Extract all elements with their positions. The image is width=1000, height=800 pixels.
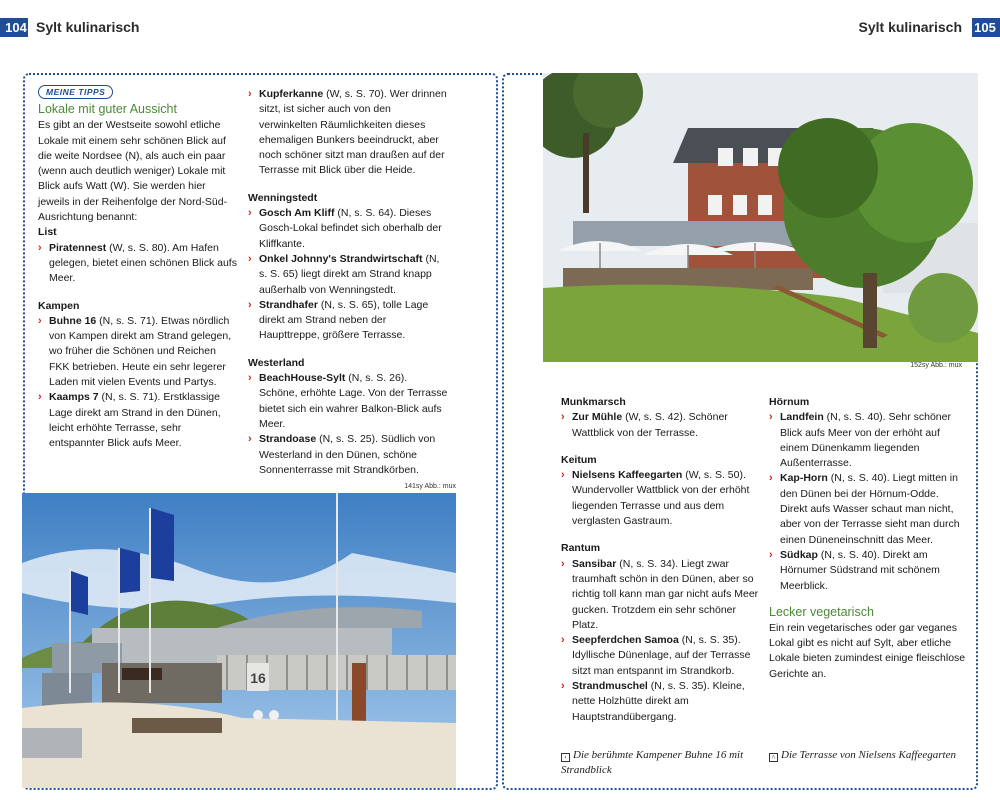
- venue-description: (W, s. S. 80). Am Hafen gelegen, bietet einen schönen Blick aufs Meer.: [49, 241, 237, 285]
- tip-entry: [561, 557, 761, 633]
- caption-left-photo: ‹ Die berühmte Kampener Buhne 16 mit Strandblick: [561, 749, 744, 776]
- venue-name: Strandhafer: [259, 298, 318, 311]
- venue-description: (N, s. S. 40). Sehr schöner Blick aufs Meer von der erhöht auf einem Dünenkamm liegenden Außenterrasse.: [780, 411, 951, 470]
- venue-name: Piratennest: [49, 241, 107, 254]
- arrow-up-icon: ˄: [769, 753, 778, 762]
- tip-entry: [248, 432, 448, 478]
- photo-nielsens-kaffeegarten: [543, 73, 978, 362]
- tip-entry: [38, 390, 238, 451]
- chevron-right-icon: ›: [769, 548, 773, 561]
- venue-name: Sansibar: [572, 557, 617, 570]
- venue-description: (N, s. S. 65), tolle Lage direkt am Strand neben der Haupttreppe, größere Terrasse.: [259, 298, 429, 342]
- tip-entry: [38, 314, 238, 390]
- left-column-1: [38, 85, 238, 452]
- running-title-left: Sylt kulinarisch: [36, 19, 140, 35]
- venue-description: (N, s. S. 71). Erstklassige Lage direkt am Strand in den Dünen, leicht erhöhte Terrasse, sehr entspannter Blick aufs Meer.: [49, 391, 221, 450]
- chevron-right-icon: ›: [769, 411, 773, 424]
- meine-tipps-badge: MEINE TIPPS: [38, 85, 113, 99]
- section-heading: Westerland: [248, 356, 305, 369]
- venue-name: Buhne 16: [49, 314, 97, 327]
- box-heading: Lokale mit guter Aussicht: [38, 102, 177, 117]
- venue-description: (N, s. S. 71). Etwas nördlich von Kampen direkt am Strand gelegen, wo früher die Schönen und Reichen FKK betrieben. Heute ein sehr legerer Laden mit vielen Events und Partys.: [49, 314, 232, 389]
- venue-name: Zur Mühle: [572, 411, 623, 424]
- venue-description: (W, s. S. 70). Wer drinnen sitzt, ist sicher auch von den verwinkelten Räumlichkeiten dieses ehemaligen Bunkers beeindruckt, aber noch schöner sitzt man draußen auf der Terrasse mit Blick über die Heide.: [259, 88, 447, 177]
- tip-entry: [561, 633, 761, 679]
- right-column-1: [561, 395, 761, 725]
- left-column-2: [248, 87, 448, 478]
- sign-number: 16: [250, 670, 266, 686]
- photo-buhne-16: [22, 493, 456, 788]
- venue-name: Seepferdchen Samoa: [572, 634, 679, 647]
- venue-name: Kap-Horn: [780, 472, 828, 485]
- chevron-right-icon: ›: [561, 469, 565, 482]
- venue-name: Nielsens Kaffeegarten: [572, 469, 683, 482]
- section-heading: Kampen: [38, 299, 80, 312]
- chevron-right-icon: ›: [38, 314, 42, 327]
- chevron-right-icon: ›: [769, 472, 773, 485]
- venue-description: (N, s. S. 25). Südlich von Westerland in den Dünen, schöne Sonnenterrasse mit Strandkörben.: [259, 433, 436, 476]
- tip-entry: [561, 410, 761, 441]
- section-heading: Rantum: [561, 542, 601, 555]
- right-column-2: [769, 395, 967, 682]
- tip-entry: [248, 206, 448, 252]
- venue-name: Onkel Johnny's Strandwirtschaft: [259, 252, 423, 265]
- venue-name: BeachHouse-Sylt: [259, 372, 346, 385]
- tip-entry: [248, 371, 448, 432]
- venue-description: (N, s. S. 64). Dieses Gosch-Lokal befindet sich oberhalb der Kliffkante.: [259, 207, 442, 250]
- venue-name: Strandmuschel: [572, 680, 648, 693]
- section-heading: Keitum: [561, 453, 597, 466]
- sections: [769, 395, 967, 594]
- intro-text: Es gibt an der Westseite sowohl etliche Lokale mit einem sehr schönen Blick auf die weite Nordsee (N), als auch ein paar (wenn auch deutlich weniger) Lokale mit Blick aufs Watt (W). Sie werden hier jeweils in der Reihenfolge der Nord-Süd-Ausrichtung benannt:: [38, 119, 228, 224]
- venue-name: Südkap: [780, 548, 818, 561]
- venue-name: Gosch Am Kliff: [259, 207, 335, 220]
- tip-entry: [561, 679, 761, 725]
- caption-top-photo: ˄ Die Terrasse von Nielsens Kaffeegarten: [769, 748, 969, 763]
- venue-description: (N, s. S. 40). Liegt mitten in den Dünen bei der Hörnum-Odde. Direkt aufs Wasser schaut man nicht, aber von der Terrasse sieht man durch einen Düneneinschnitt das Meer.: [780, 472, 960, 546]
- tip-entry: [248, 298, 448, 344]
- tip-entry: [38, 241, 238, 287]
- section-heading: Wenningstedt: [248, 191, 318, 204]
- venue-name: Kupferkanne: [259, 88, 324, 100]
- venue-name: Strandoase: [259, 433, 317, 446]
- arrow-left-icon: ‹: [561, 753, 570, 762]
- veg-text: Ein rein vegetarisches oder gar veganes Lokal gibt es nicht auf Sylt, aber etliche Lokale bieten zumindest einige fleischlose Gerichte an.: [769, 621, 966, 680]
- tip-entry: [769, 471, 967, 547]
- page-number-right: 105: [972, 18, 1000, 37]
- chevron-right-icon: ›: [561, 634, 565, 647]
- venue-name: Kaamps 7: [49, 391, 99, 404]
- chevron-right-icon: ›: [248, 88, 252, 100]
- venue-description: (N, s. S. 35). Kleine, nette Holzhütte direkt am Hauptstrandübergang.: [572, 680, 745, 723]
- chevron-right-icon: ›: [248, 252, 252, 265]
- photo-credit-left: 141sy Abb.: mux: [404, 483, 456, 490]
- chevron-right-icon: ›: [248, 372, 252, 385]
- tip-entry: [248, 252, 448, 298]
- venue-name: Landfein: [780, 411, 824, 424]
- chevron-right-icon: ›: [248, 298, 252, 311]
- tip-entry: [248, 87, 448, 179]
- chevron-right-icon: ›: [38, 241, 42, 254]
- sections: [38, 225, 238, 451]
- veg-heading: Lecker vegetarisch: [769, 604, 874, 619]
- venue-description: (N, s. S. 40). Direkt am Hörnumer Südstrand mit schönem Meerblick.: [780, 548, 940, 592]
- sections: [248, 87, 448, 478]
- chevron-right-icon: ›: [248, 207, 252, 220]
- photo-credit-right: 152sy Abb.: mux: [910, 362, 962, 369]
- venue-description: (W, s. S. 50). Wundervoller Wattblick von der erhöht liegenden Terrasse und aus dem verglasten Gastraum.: [572, 469, 750, 528]
- section-heading: Munkmarsch: [561, 396, 626, 408]
- venue-description: (N, s. S. 65) liegt direkt am Strand knapp außerhalb von Wenningstedt.: [259, 252, 440, 296]
- tip-entry: [561, 468, 761, 529]
- tip-entry: [769, 410, 967, 471]
- sections: [561, 395, 761, 725]
- venue-description: (W, s. S. 42). Schöner Wattblick von der Terrasse.: [572, 411, 728, 439]
- page-number-left: 104: [0, 18, 28, 37]
- venue-description: (N, s. S. 35). Idyllische Dünenlage, auf der Terrasse sitzt man entspannt im Strandkorb.: [572, 634, 751, 677]
- tip-entry: [769, 548, 967, 594]
- chevron-right-icon: ›: [38, 391, 42, 404]
- chevron-right-icon: ›: [248, 433, 252, 446]
- chevron-right-icon: ›: [561, 680, 565, 693]
- running-title-right: Sylt kulinarisch: [858, 19, 962, 35]
- venue-description: (N, s. S. 34). Liegt zwar traumhaft schön in den Dünen, aber so richtig toll kann man gar nicht aufs Meer gucken. Trotzdem ein sehr schöner Platz.: [572, 557, 759, 631]
- section-heading: Hörnum: [769, 396, 810, 408]
- section-heading: List: [38, 226, 57, 239]
- chevron-right-icon: ›: [561, 411, 565, 424]
- venue-description: (N, s. S. 26). Schöne, erhöhte Lage. Von der Terrasse bietet sich ein wahrer Balkon-Blick aufs Meer.: [259, 372, 448, 430]
- chevron-right-icon: ›: [561, 557, 565, 570]
